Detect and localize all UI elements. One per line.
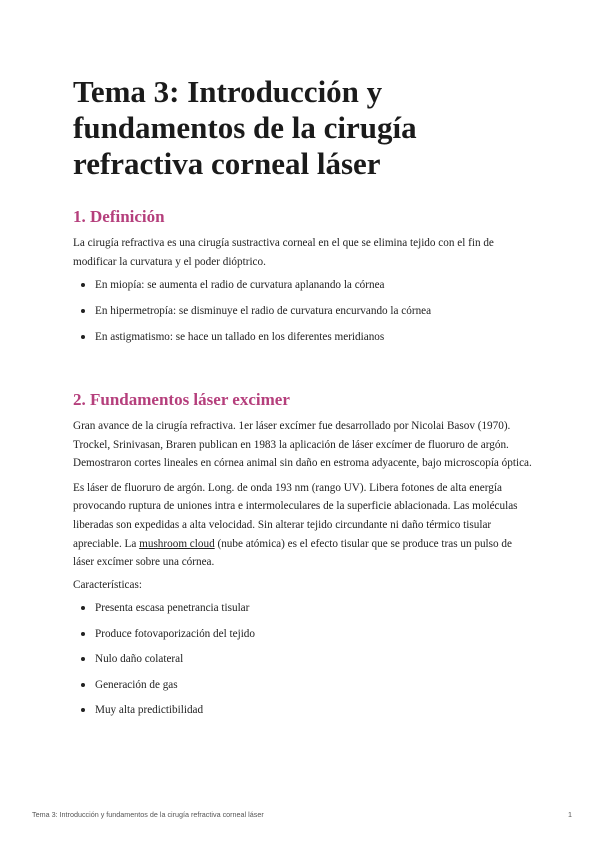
list-item-text: Presenta escasa penetrancia tisular [95,602,250,615]
section-fundamentos [73,390,535,718]
page-footer [32,810,572,819]
list-item [73,303,535,319]
bullet-list [73,600,535,718]
paragraph [73,479,535,572]
paragraph-text: (nube atómica) es el efecto tisular que se produce tras un pulso de láser excímer sobre una córnea. [73,537,512,569]
list-item-text: Produce fotovaporización del tejido [95,627,255,640]
characteristics-label: Características: [73,578,142,591]
bullet-icon [81,606,85,610]
list-item [73,677,535,693]
bullet-icon [81,335,85,339]
bullet-icon [81,708,85,712]
page-number: 1 [568,810,572,819]
paragraph-text: Es láser de fluoruro de argón. Long. de onda 193 nm (rango UV). Libera fotones de alta energía provocando ruptura de uniones intra e intermoleculares de la superficie ablacionada. Las moléculas liberadas son expedidas a alta velocidad. Sin alterar tejido circundante ni daño térmico tisular apreciable. La [73,481,518,550]
section-definicion [73,207,535,345]
paragraph: La cirugía refractiva es una cirugía sustractiva corneal en el que se elimina tejido con el fin de modificar la curvatura y el poder dióptrico. [73,237,494,268]
paragraph: Gran avance de la cirugía refractiva. 1er láser excímer fue desarrollado por Nicolai Basov (1970). Trockel, Srinivasan, Braren publican en 1983 la aplicación de láser excímer de fluoruro de argón. Demostraron cortes lineales en córnea animal sin daño en estroma adyacente, bajo microscopía óptica. [73,420,532,470]
list-item-text: En astigmatismo: se hace un tallado en los diferentes meridianos [95,331,385,344]
list-item-text: En hipermetropía: se disminuye el radio de curvatura encurvando la córnea [95,305,432,318]
bullet-icon [81,632,85,636]
list-item [73,277,535,293]
list-item [73,651,535,667]
bullet-icon [81,683,85,687]
bullet-icon [81,657,85,661]
list-item [73,702,535,718]
bullet-icon [81,283,85,287]
bullet-list [73,277,535,345]
list-item-text: En miopía: se aumenta el radio de curvatura aplanando la córnea [95,279,385,292]
list-item-text: Muy alta predictibilidad [95,704,204,717]
list-item [73,626,535,642]
bullet-icon [81,309,85,313]
mushroom-cloud-link[interactable]: mushroom cloud [139,537,215,550]
list-item-text: Generación de gas [95,678,178,691]
section-heading: 2. Fundamentos láser excimer [73,390,290,409]
list-item [73,329,535,345]
list-item [73,600,535,616]
footer-text: Tema 3: Introducción y fundamentos de la cirugía refractiva corneal láser [32,810,264,819]
list-item-text: Nulo daño colateral [95,653,184,666]
document-title: Tema 3: Introducción y fundamentos de la cirugía refractiva corneal láser [73,74,417,181]
section-heading: 1. Definición [73,207,165,226]
